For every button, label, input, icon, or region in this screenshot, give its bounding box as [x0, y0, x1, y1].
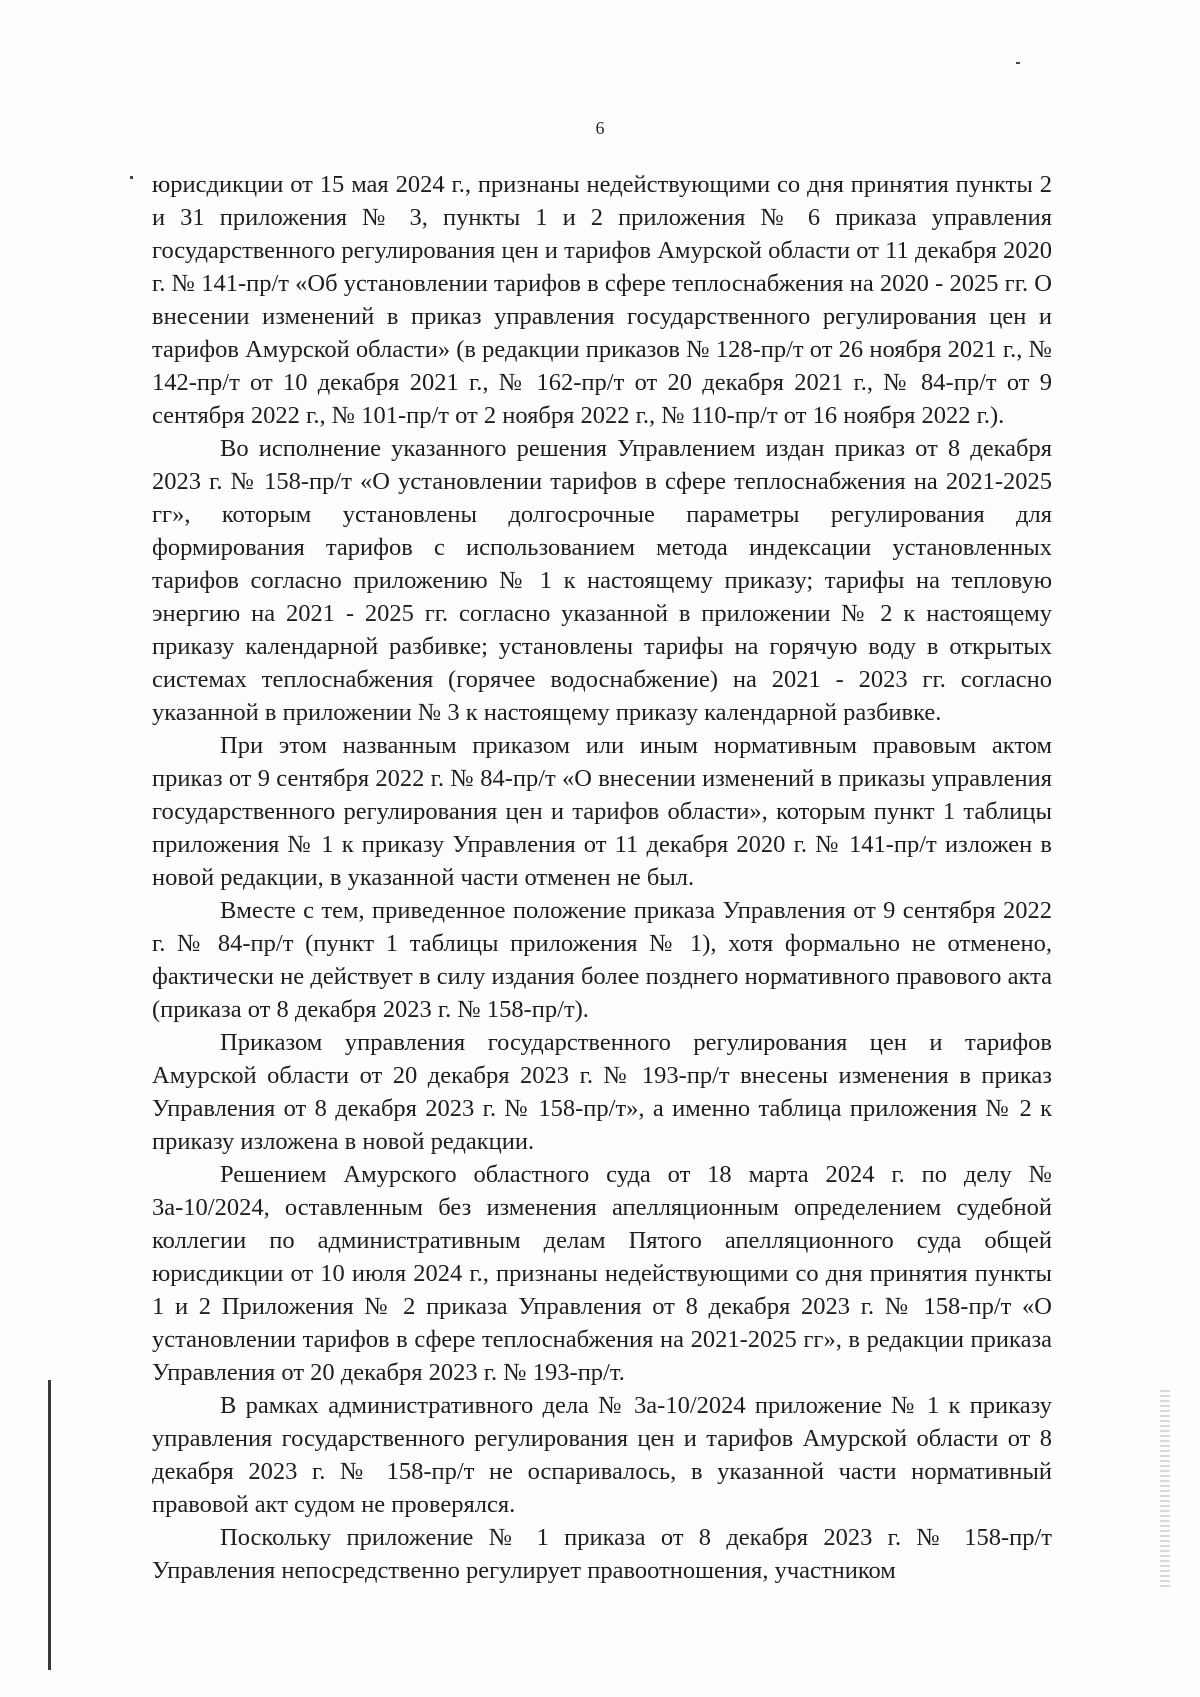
paragraph-continuation: юрисдикции от 15 мая 2024 г., признаны недействующими со дня принятия пункты 2 и 31 приложения № 3, пункты 1 и 2 приложения № 6 приказа управления государственного регулирования цен и тарифов Амурской области от 11 декабря 2020 г. № 141-пр/т «Об установлении тарифов в сфере теплоснабжения на 2020 - 2025 гг. О внесении изменений в приказ управления государственного регулирования цен и тарифов Амурской области» (в редакции приказов № 128-пр/т от 26 ноября 2021 г., № 142-пр/т от 10 декабря 2021 г., № 162-пр/т от 20 декабря 2021 г., № 84-пр/т от 9 сентября 2022 г., № 101-пр/т от 2 ноября 2022 г., № 110-пр/т от 16 ноября 2022 г.).: [152, 171, 1052, 429]
paragraph-truncated: Поскольку приложение № 1 приказа от 8 декабря 2023 г. № 158-пр/т Управления непосредственно регулирует правоотношения, участником: [152, 1524, 1052, 1584]
paragraph: Во исполнение указанного решения Управлением издан приказ от 8 декабря 2023 г. № 158-пр/т «О установлении тарифов в сфере теплоснабжения на 2021-2025 гг», которым установлены долгосрочные параметры регулирования для формирования тарифов с использованием метода индексации установленных тарифов согласно приложению № 1 к настоящему приказу; тарифы на тепловую энергию на 2021 - 2025 гг. согласно указанной в приложении № 2 к настоящему приказу календарной разбивке; установлены тарифы на горячую воду в открытых системах теплоснабжения (горячее водоснабжение) на 2021 - 2023 гг. согласно указанной в приложении № 3 к настоящему приказу календарной разбивке.: [152, 435, 1052, 726]
paragraph: Решением Амурского областного суда от 18 марта 2024 г. по делу № 3а-10/2024, оставленным без изменения апелляционным определением судебной коллегии по административным делам Пятого апелляционного суда общей юрисдикции от 10 июля 2024 г., признаны недействующими со дня принятия пункты 1 и 2 Приложения № 2 приказа Управления от 8 декабря 2023 г. № 158-пр/т «О установлении тарифов в сфере теплоснабжения на 2021-2025 гг», в редакции приказа Управления от 20 декабря 2023 г. № 193-пр/т.: [152, 1161, 1052, 1386]
scan-speck: [1016, 62, 1020, 64]
paragraph: В рамках административного дела № 3а-10/2024 приложение № 1 к приказу управления государственного регулирования цен и тарифов Амурской области от 8 декабря 2023 г. № 158-пр/т не оспаривалось, в указанной части нормативный правовой акт судом не проверялся.: [152, 1392, 1052, 1518]
scan-streak: [1160, 1390, 1170, 1590]
paragraph: Приказом управления государственного регулирования цен и тарифов Амурской области от 20 декабря 2023 г. № 193-пр/т внесены изменения в приказ Управления от 8 декабря 2023 г. № 158-пр/т», а именно таблица приложения № 2 к приказу изложена в новой редакции.: [152, 1029, 1052, 1155]
page-number: 6: [595, 118, 605, 138]
paragraph: Вместе с тем, приведенное положение приказа Управления от 9 сентября 2022 г. № 84-пр/т (пункт 1 таблицы приложения № 1), хотя формально не отменено, фактически не действует в силу издания более позднего нормативного правового акта (приказа от 8 декабря 2023 г. № 158-пр/т).: [152, 897, 1052, 1023]
document-body: [152, 168, 1052, 1587]
scan-speck: [130, 176, 133, 179]
scan-edge-line: [48, 1380, 51, 1670]
paragraph: При этом названным приказом или иным нормативным правовым актом приказ от 9 сентября 2022 г. № 84-пр/т «О внесении изменений в приказы управления государственного регулирования цен и тарифов области», которым пункт 1 таблицы приложения № 1 к приказу Управления от 11 декабря 2020 г. № 141-пр/т изложен в новой редакции, в указанной части отменен не был.: [152, 732, 1052, 891]
